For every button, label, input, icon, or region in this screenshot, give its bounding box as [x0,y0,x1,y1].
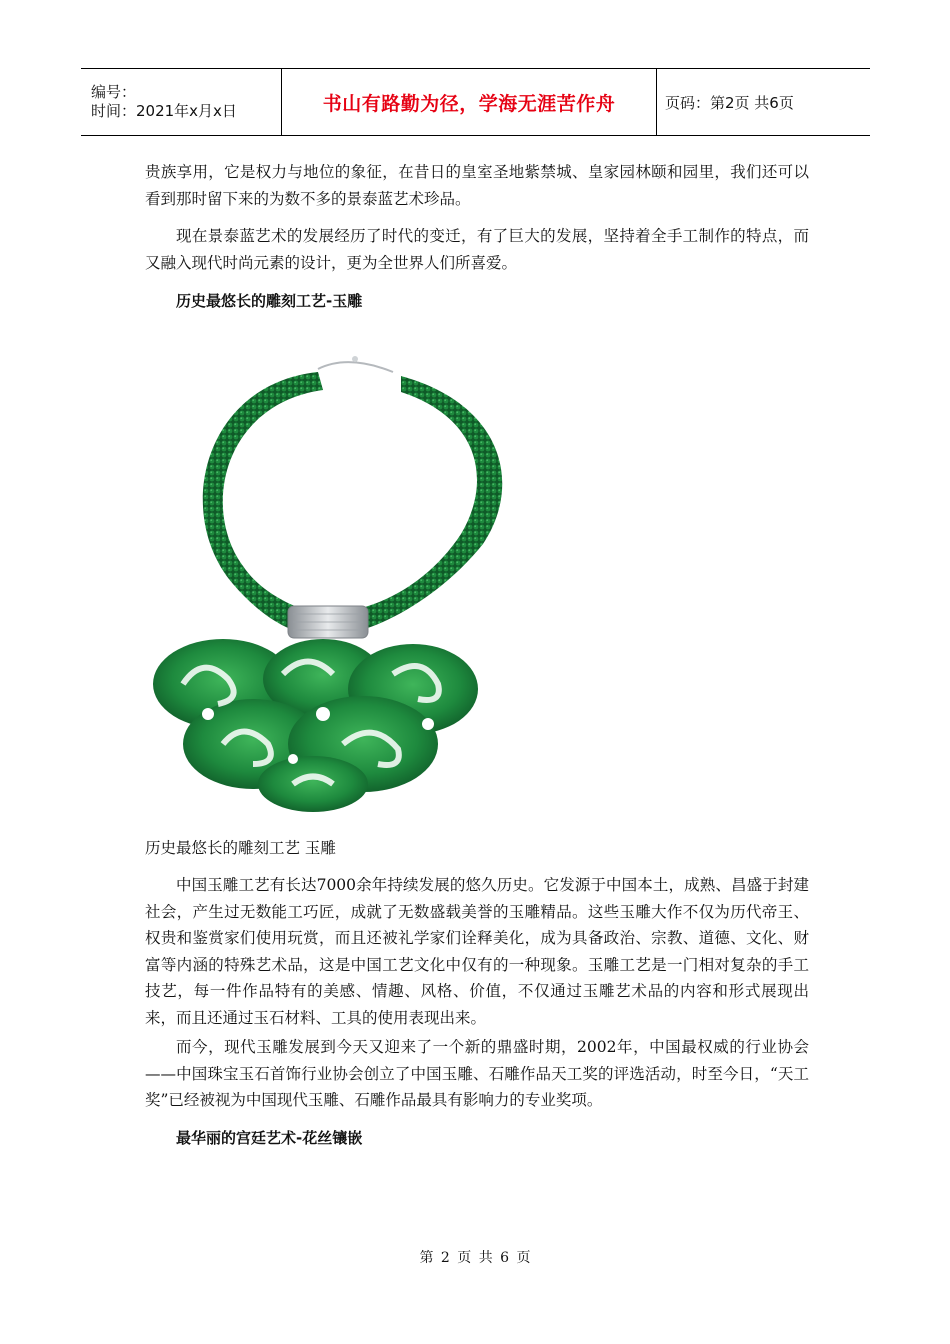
motto-text: 书山有路勤为径，学海无涯苦作舟 [322,92,616,115]
page-footer: 第 2 页 共 6 页 [419,1250,531,1266]
section-heading-filigree: 最华丽的宫廷艺术-花丝镶嵌 [176,1129,363,1147]
page-header [81,68,870,136]
header-page [657,69,870,135]
paragraph-3: 中国玉雕工艺有长达7000余年持续发展的悠久历史。它发源于中国本土，成熟、昌盛于封建社会，产生过无数能工巧匠，成就了无数盛载美誉的玉雕精品。这些玉雕大作不仅为历代帝王、权贵和鉴赏家们使用玩赏，而且还被礼学家们诠释美化，成为具备政治、宗教、道德、文化、财富等内涵的特殊艺术品，这是中国工艺文化中仅有的一种现象。玉雕工艺是一门相对复杂的手工技艺，每一件作品特有的美感、情趣、风格、价值，不仅通过玉雕艺术品的内容和形式展现出来，而且还通过玉石材料、工具的使用表现出来。 [145,876,809,1027]
paragraph-2: 现在景泰蓝艺术的发展经历了时代的变迁，有了巨大的发展，坚持着全手工制作的特点，而又融入现代时尚元素的设计，更为全世界人们所喜爱。 [145,227,809,272]
paragraph-4: 而今，现代玉雕发展到今天又迎来了一个新的鼎盛时期，2002年，中国最权威的行业协会——中国珠宝玉石首饰行业协会创立了中国玉雕、石雕作品天工奖的评选活动，时至今日，“天工奖”已经被视为中国现代玉雕、石雕作品最具有影响力的专业奖项。 [145,1038,809,1109]
figure-caption: 历史最悠长的雕刻工艺 玉雕 [145,839,336,857]
page-label: 页码：第2页 共6页 [665,93,794,112]
jade-necklace-icon [143,344,523,814]
jade-necklace-photo [143,344,523,814]
number-label: 编号： [91,83,137,101]
paragraph-1: 贵族享用，它是权力与地位的象征，在昔日的皇室圣地紫禁城、皇家园林颐和园里，我们还可以看到那时留下来的为数不多的景泰蓝艺术珍品。 [145,163,809,208]
section-heading-jade: 历史最悠长的雕刻工艺-玉雕 [176,292,363,310]
header-meta [81,69,282,135]
date-label: 时间：2021年x月x日 [91,102,237,120]
header-motto [282,69,657,135]
